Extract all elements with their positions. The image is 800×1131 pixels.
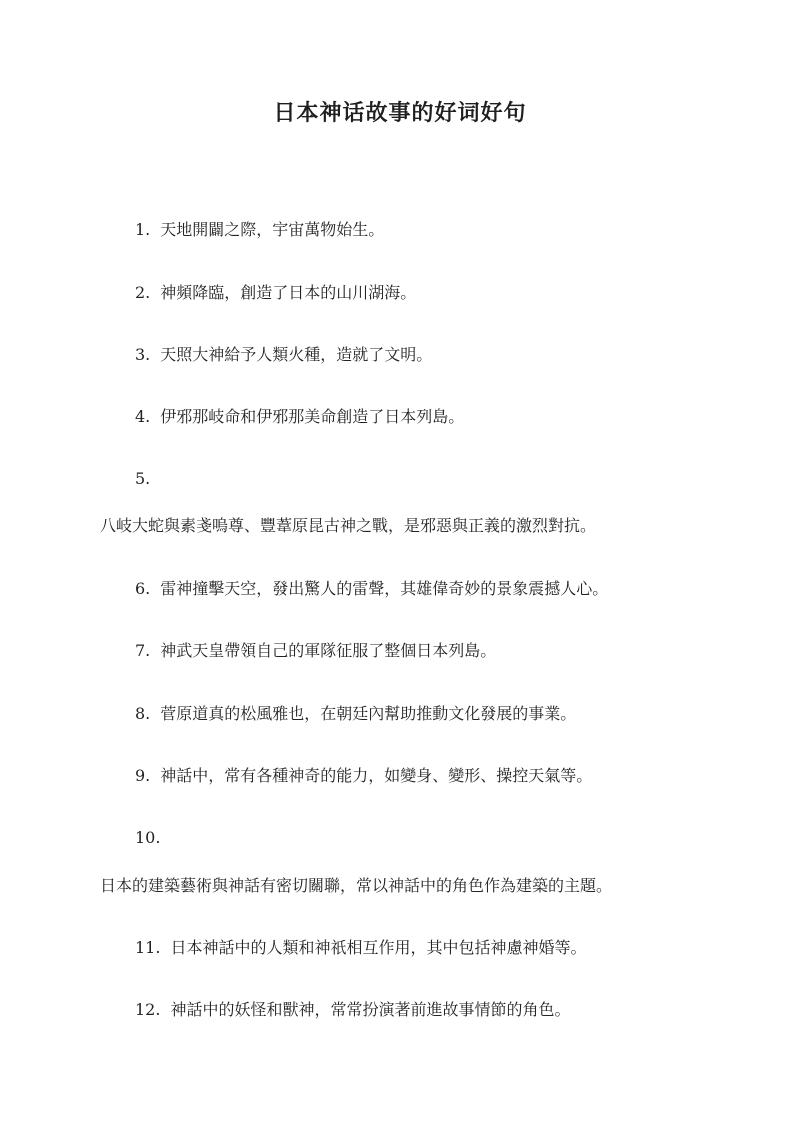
item-number: 9. <box>135 766 151 785</box>
item-number: 12. <box>135 1000 161 1019</box>
list-item <box>135 345 432 365</box>
list-item <box>135 579 608 599</box>
page-title: 日本神话故事的好词好句 <box>273 100 527 126</box>
item-number: 6. <box>135 579 151 598</box>
item-text: 菅原道真的松風雅也，在朝廷內幫助推動文化發展的事業。 <box>160 704 577 723</box>
item-text: 神話中的妖怪和獸神，常常扮演著前進故事情節的角色。 <box>170 1000 571 1019</box>
item-number: 7. <box>135 641 151 660</box>
item-number: 2. <box>135 283 151 302</box>
list-item-number-only <box>135 828 160 848</box>
list-item-number-only <box>135 469 150 489</box>
item-number: 11. <box>135 938 161 957</box>
item-number: 8. <box>135 704 151 723</box>
list-item <box>135 220 384 240</box>
item-text: 日本神話中的人類和神祇相互作用，其中包括神慮神婚等。 <box>170 938 587 957</box>
item-text: 伊邪那岐命和伊邪那美命創造了日本列島。 <box>160 407 465 426</box>
list-item <box>135 938 586 958</box>
list-item <box>135 1000 570 1020</box>
item-text: 天地開闢之際，宇宙萬物始生。 <box>160 220 385 239</box>
item-number: 10. <box>135 828 161 847</box>
item-text: 神頻降臨，創造了日本的山川湖海。 <box>160 283 417 302</box>
item-text: 天照大神給予人類火種，造就了文明。 <box>160 345 433 364</box>
list-item <box>135 407 464 427</box>
item-text-wrapped: 日本的建築藝術與神話有密切關聯，常以神話中的角色作為建築的主題。 <box>100 876 613 895</box>
item-number: 3. <box>135 345 151 364</box>
list-item <box>135 704 576 724</box>
item-number: 5. <box>135 469 151 488</box>
list-item <box>135 641 496 661</box>
item-text: 神話中，常有各種神奇的能力，如變身、變形、操控天氣等。 <box>160 766 593 785</box>
item-number: 1. <box>135 220 151 239</box>
item-text: 雷神撞擊天空，發出驚人的雷聲，其雄偉奇妙的景象震撼人心。 <box>160 579 609 598</box>
item-text: 神武天皇帶領自己的軍隊征服了整個日本列島。 <box>160 641 497 660</box>
list-item <box>135 283 416 303</box>
item-number: 4. <box>135 407 151 426</box>
item-text-wrapped: 八岐大蛇與素戔嗚尊、豐葦原昆古神之戰，是邪惡與正義的激烈對抗。 <box>100 516 597 535</box>
list-item <box>135 766 592 786</box>
